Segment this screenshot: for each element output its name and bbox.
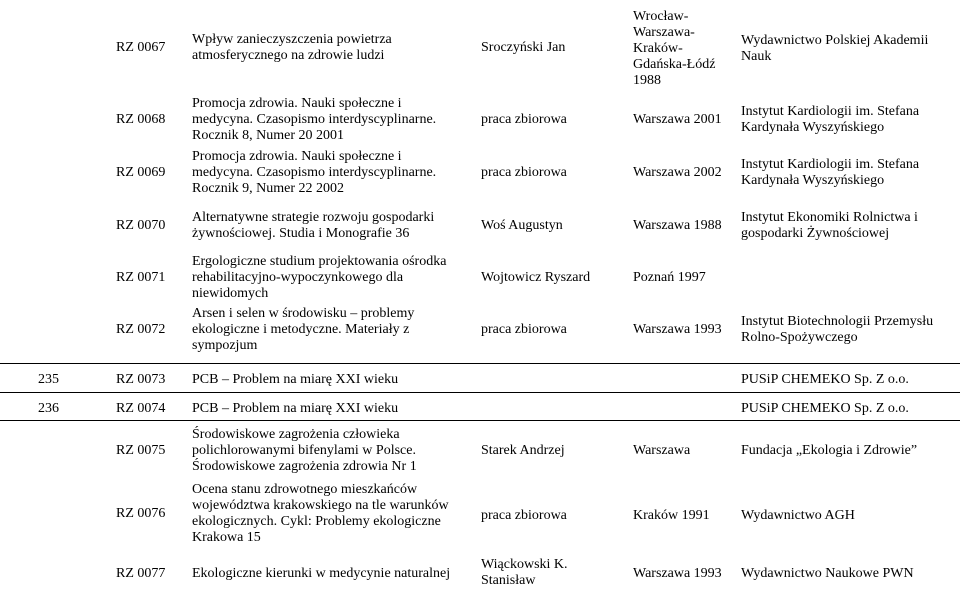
row-place-line: Gdańska-Łódź <box>633 57 716 72</box>
row-author: Starek Andrzej <box>481 443 565 458</box>
row-author: Wojtowicz Ryszard <box>481 270 591 285</box>
row-publisher-line: gospodarki Żywnościowej <box>741 226 890 241</box>
row-place: Poznań 1997 <box>633 270 706 285</box>
row-title-line: Środowiskowe zagrożenia człowieka <box>192 427 400 442</box>
row-title: PCB – Problem na miarę XXI wieku <box>192 401 399 416</box>
row-title-line: Ocena stanu zdrowotnego mieszkańców <box>192 482 418 497</box>
row-place-line: Wrocław- <box>633 9 689 24</box>
row-publisher-line: Instytut Kardiologii im. Stefana <box>741 104 920 119</box>
row-author-line: Stanisław <box>481 573 536 588</box>
row-title-line: Rocznik 9, Numer 22 2002 <box>192 181 345 196</box>
row-place: Warszawa 1993 <box>633 322 722 337</box>
row-id: RZ 0074 <box>116 401 166 416</box>
row-id: RZ 0076 <box>116 506 166 521</box>
row-title-line: ekologicznych. Cykl: Problemy ekologiczne <box>192 514 441 529</box>
row-title-line: rehabilitacyjno-wypoczynkowego dla <box>192 270 404 285</box>
row-title-line: ekologiczne i metodyczne. Materiały z <box>192 322 410 337</box>
row-place: Warszawa 1993 <box>633 566 722 581</box>
row-title-line: sympozjum <box>192 338 258 353</box>
row-publisher: Fundacja „Ekologia i Zdrowie” <box>741 443 918 458</box>
row-publisher-line: Instytut Ekonomiki Rolnictwa i <box>741 210 918 225</box>
row-publisher: Wydawnictwo Naukowe PWN <box>741 566 914 581</box>
row-title: Ekologiczne kierunki w medycynie naturalnej <box>192 566 451 581</box>
row-place-line: Kraków- <box>633 41 683 56</box>
row-title-line: Promocja zdrowia. Nauki społeczne i <box>192 149 402 164</box>
row-place: Warszawa 1988 <box>633 218 722 233</box>
row-title-line: medycyna. Czasopismo interdyscyplinarne. <box>192 165 437 180</box>
row-title-line: Wpływ zanieczyszczenia powietrza <box>192 32 392 47</box>
row-title-line: niewidomych <box>192 286 269 301</box>
row-title-line: Ergologiczne studium projektowania ośrodka <box>192 254 447 269</box>
row-divider <box>0 363 960 364</box>
row-title-line: Alternatywne strategie rozwoju gospodarki <box>192 210 435 225</box>
row-publisher-line: Instytut Biotechnologii Przemysłu <box>741 314 934 329</box>
row-publisher: PUSiP CHEMEKO Sp. Z o.o. <box>741 401 909 416</box>
row-title-line: atmosferycznego na zdrowie ludzi <box>192 48 385 63</box>
row-place-line: Warszawa- <box>633 25 695 40</box>
row-author: praca zbiorowa <box>481 165 567 180</box>
row-title-line: Środowiskowe zagrożenia zdrowia Nr 1 <box>192 459 417 474</box>
row-title: PCB – Problem na miarę XXI wieku <box>192 372 399 387</box>
row-title-line: polichlorowanymi bifenylami w Polsce. <box>192 443 416 458</box>
row-divider <box>0 392 960 393</box>
row-title-line: żywnościowej. Studia i Monografie 36 <box>192 226 410 241</box>
row-publisher: PUSiP CHEMEKO Sp. Z o.o. <box>741 372 909 387</box>
row-place: Warszawa <box>633 443 691 458</box>
row-publisher-line: Kardynała Wyszyńskiego <box>741 173 885 188</box>
row-title-line: województwa krakowskiego na tle warunków <box>192 498 449 513</box>
row-id: RZ 0068 <box>116 112 166 127</box>
row-place: Warszawa 2001 <box>633 112 722 127</box>
row-publisher-line: Instytut Kardiologii im. Stefana <box>741 157 920 172</box>
row-number: 236 <box>38 401 59 416</box>
row-id: RZ 0072 <box>116 322 166 337</box>
row-divider <box>0 420 960 421</box>
row-place-line: 1988 <box>633 73 661 88</box>
row-place: Kraków 1991 <box>633 508 710 523</box>
row-place: Warszawa 2002 <box>633 165 722 180</box>
row-id: RZ 0069 <box>116 165 166 180</box>
row-number: 235 <box>38 372 59 387</box>
row-id: RZ 0075 <box>116 443 166 458</box>
row-author: Sroczyński Jan <box>481 40 566 55</box>
row-title-line: Arsen i selen w środowisku – problemy <box>192 306 415 321</box>
row-author: praca zbiorowa <box>481 508 567 523</box>
row-author: Woś Augustyn <box>481 218 563 233</box>
row-author-line: Wiąckowski K. <box>481 557 568 572</box>
row-title-line: medycyna. Czasopismo interdyscyplinarne. <box>192 112 437 127</box>
row-publisher-line: Wydawnictwo Polskiej Akademii <box>741 33 929 48</box>
row-author: praca zbiorowa <box>481 112 567 127</box>
row-id: RZ 0071 <box>116 270 166 285</box>
row-id: RZ 0077 <box>116 566 166 581</box>
row-publisher-line: Nauk <box>741 49 772 64</box>
row-id: RZ 0073 <box>116 372 166 387</box>
row-publisher-line: Rolno-Spożywczego <box>741 330 858 345</box>
row-title-line: Promocja zdrowia. Nauki społeczne i <box>192 96 402 111</box>
row-author: praca zbiorowa <box>481 322 567 337</box>
row-title-line: Krakowa 15 <box>192 530 261 545</box>
row-id: RZ 0070 <box>116 218 166 233</box>
row-id: RZ 0067 <box>116 40 166 55</box>
row-title-line: Rocznik 8, Numer 20 2001 <box>192 128 345 143</box>
row-publisher: Wydawnictwo AGH <box>741 508 855 523</box>
row-publisher-line: Kardynała Wyszyńskiego <box>741 120 885 135</box>
